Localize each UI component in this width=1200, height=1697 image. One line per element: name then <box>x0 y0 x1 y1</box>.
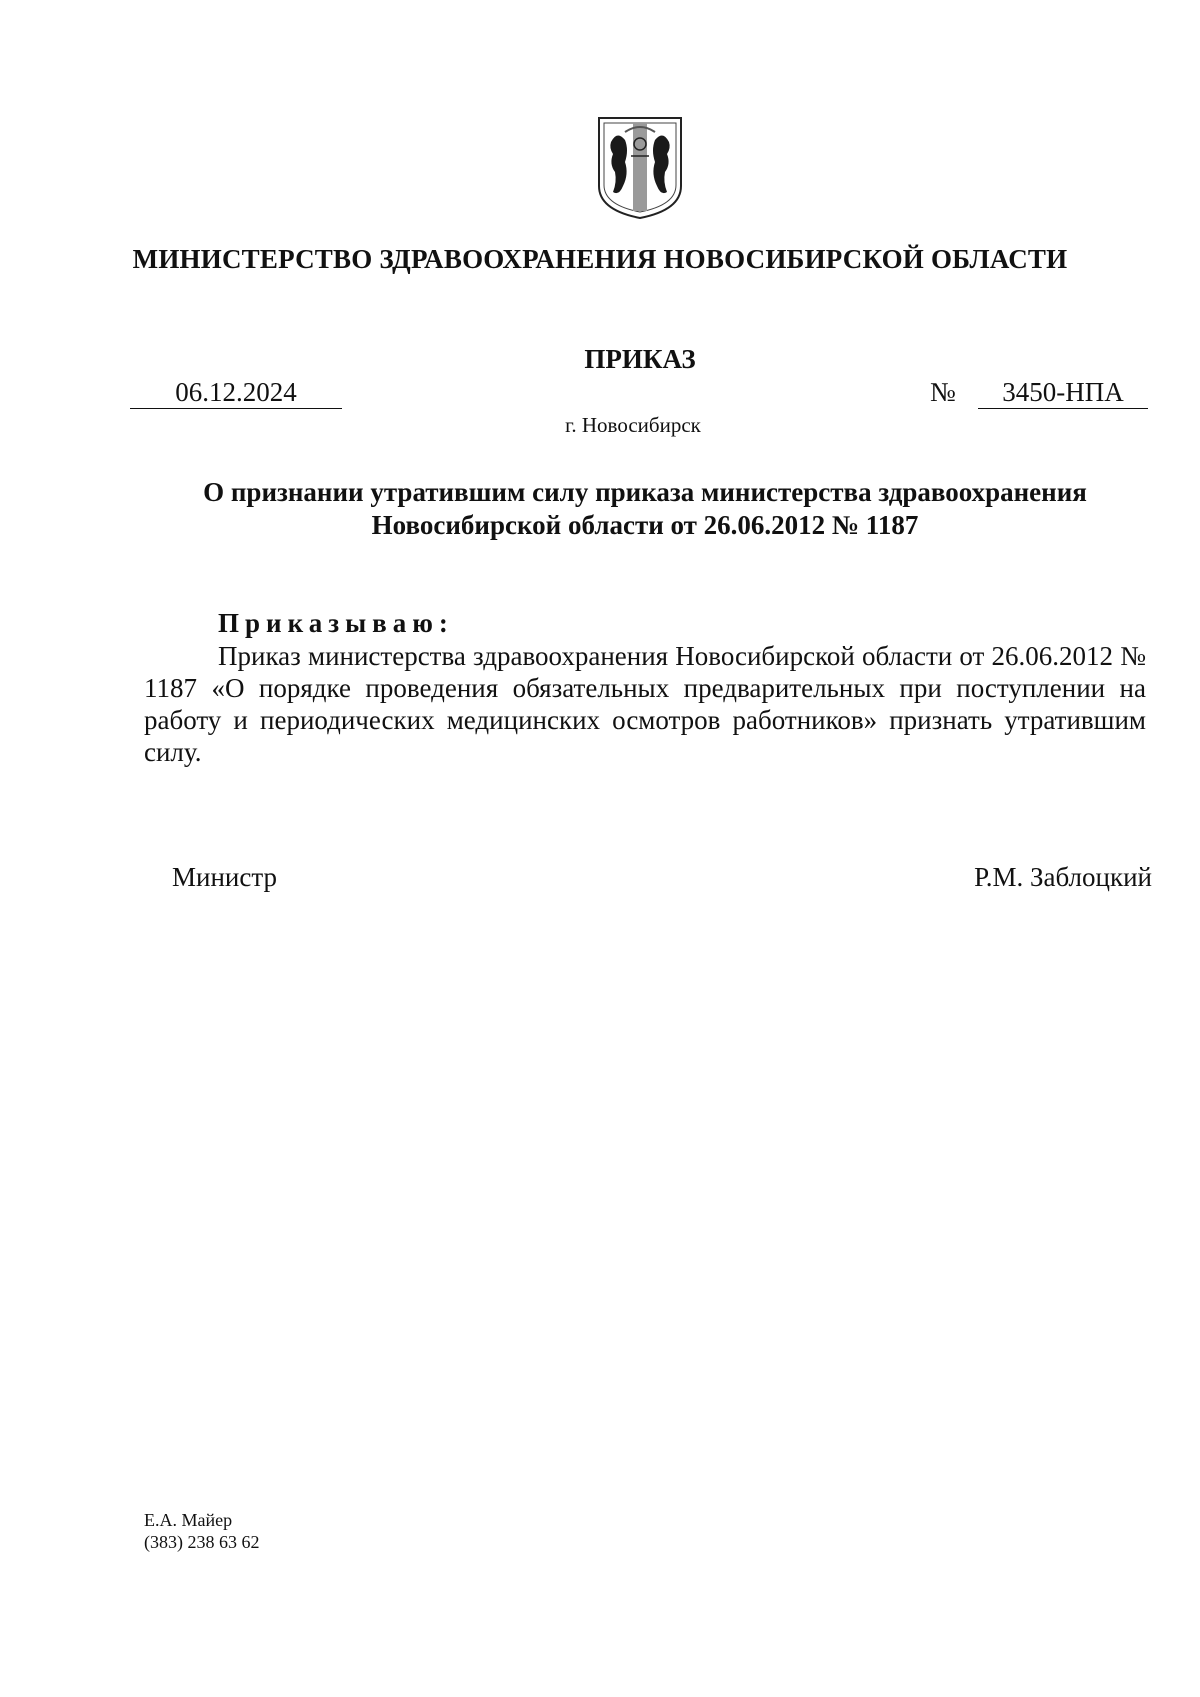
order-body: Приказ министерства здравоохранения Новосибирской области от 26.06.2012 № 1187 «О порядке проведения обязательных предварительных при поступлении на работу и периодических медицинских осмотров работников» признать утратившим силу. <box>144 641 1146 767</box>
novosibirsk-coat-of-arms-icon <box>595 114 685 222</box>
executor-phone: (383) 238 63 62 <box>144 1532 260 1552</box>
directive: Приказываю: <box>218 608 454 638</box>
city: г. Новосибирск <box>565 413 701 437</box>
order-date: 06.12.2024 <box>130 376 342 409</box>
signer-title: Министр <box>172 862 277 892</box>
executor-name: Е.А. Майер <box>144 1510 233 1530</box>
order-subject: О признании утратившим силу приказа министерства здравоохранения Новосибирской области от 26.06.2012 № 1187 <box>203 477 1087 540</box>
order-number: 3450-НПА <box>978 376 1148 409</box>
signer-name: Р.М. Заблоцкий <box>974 862 1152 892</box>
document-type: ПРИКАЗ <box>584 344 696 374</box>
ministry-name: МИНИСТЕРСТВО ЗДРАВООХРАНЕНИЯ НОВОСИБИРСКОЙ ОБЛАСТИ <box>132 244 1068 274</box>
number-sign: № <box>930 377 956 407</box>
